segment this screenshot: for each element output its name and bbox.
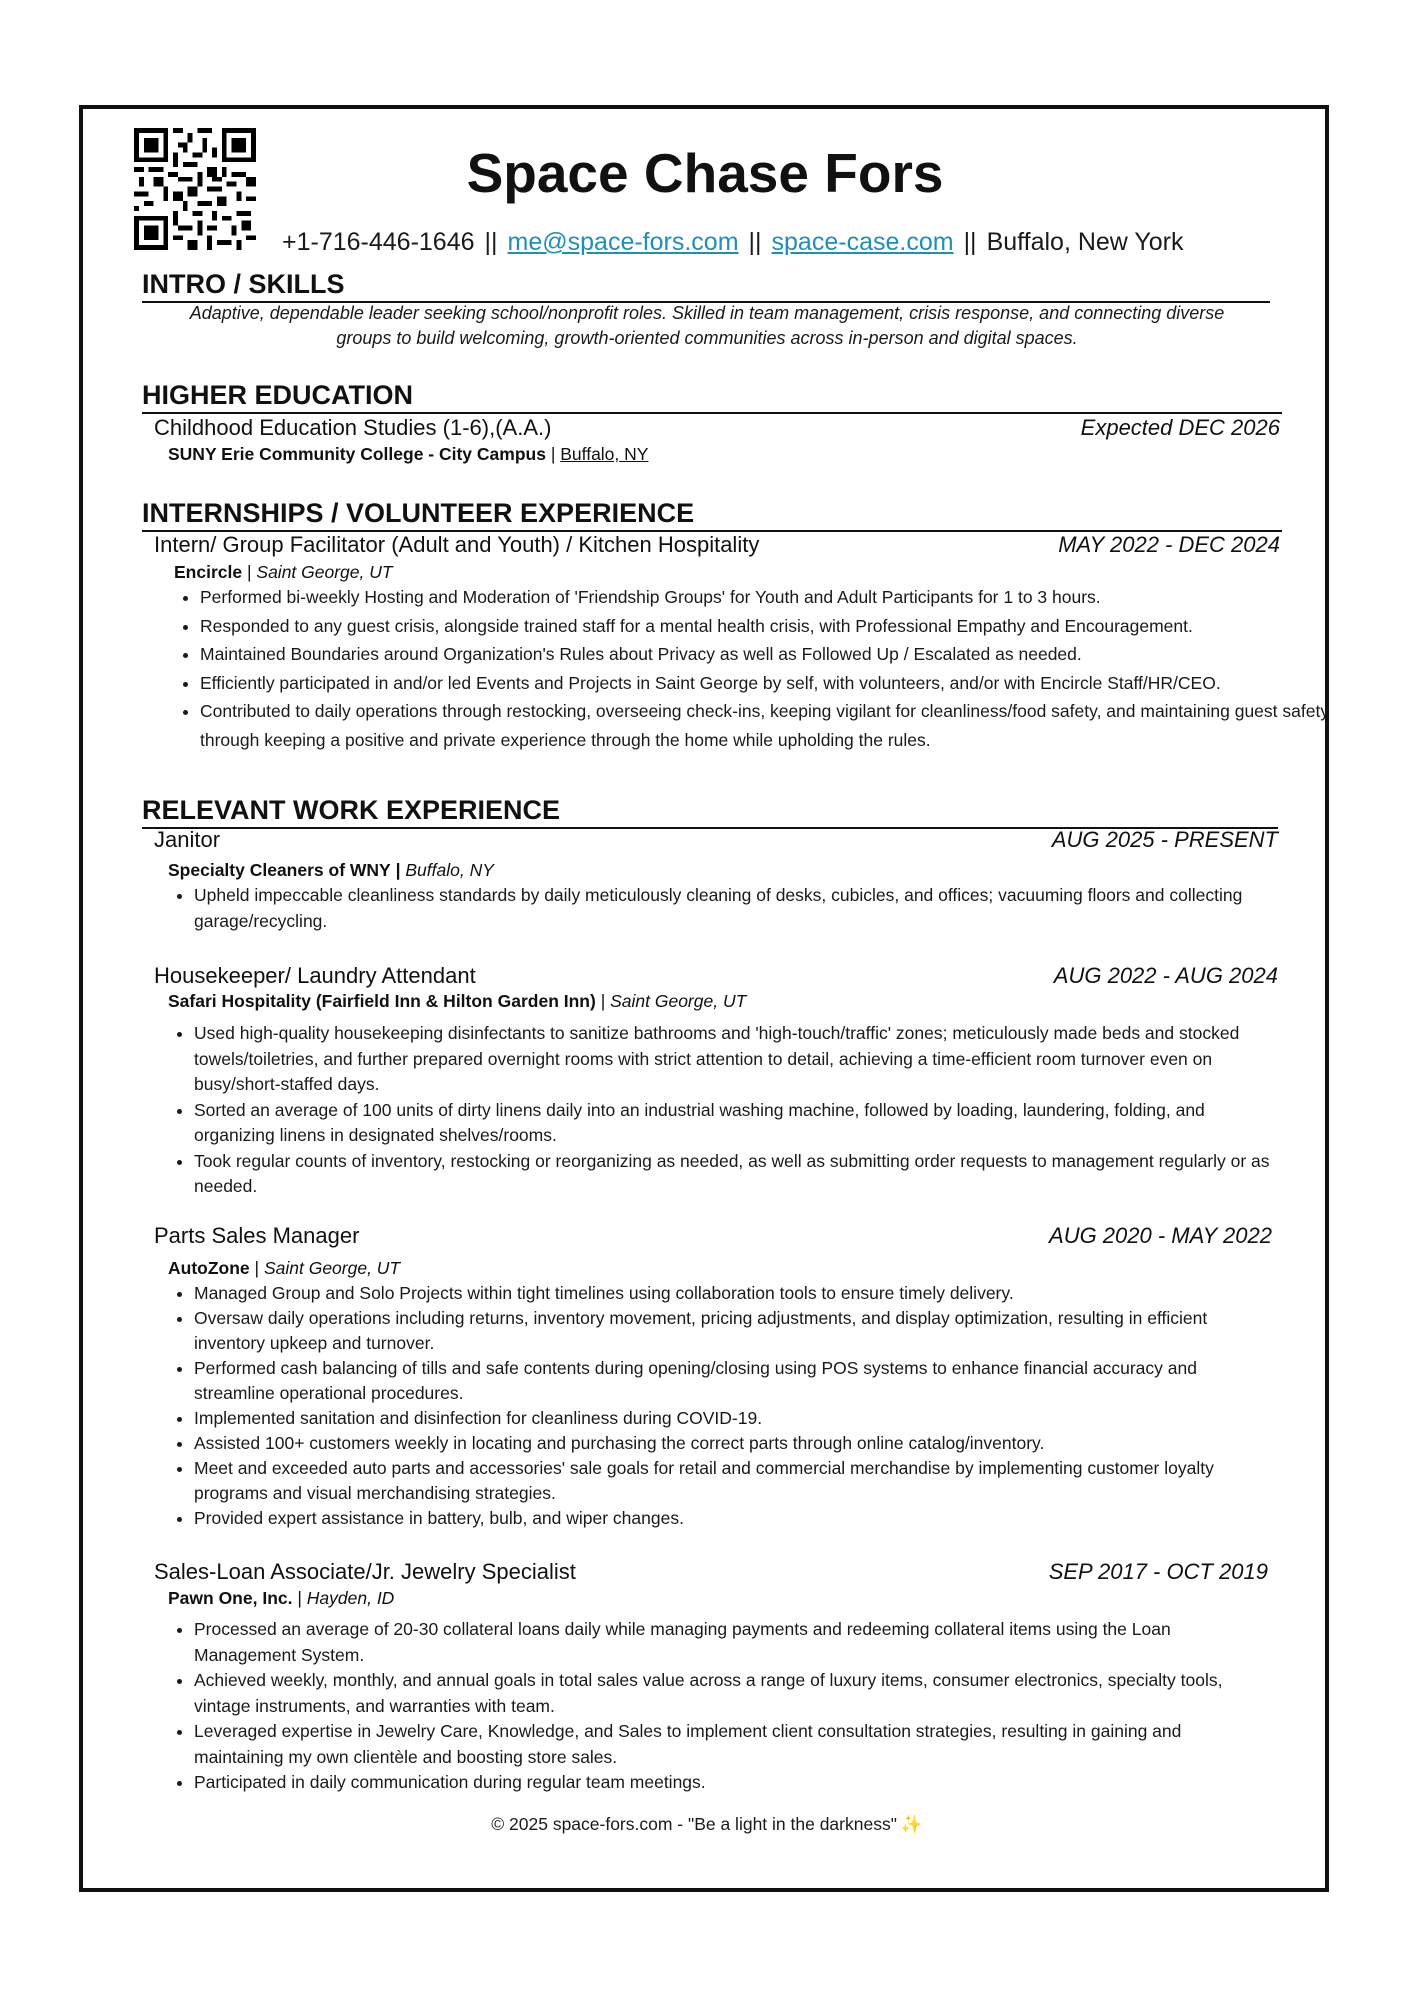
website-link[interactable]: space-case.com: [771, 228, 954, 256]
contact-line: [282, 225, 1183, 259]
section-heading-intro: INTRO / SKILLS: [142, 268, 1270, 303]
job-date: AUG 2020 - MAY 2022: [1049, 1223, 1272, 1248]
phone-number: +1-716-446-1646: [282, 228, 475, 256]
degree-title: Childhood Education Studies (1-6),(A.A.): [154, 415, 552, 440]
job-org-line: [168, 1587, 394, 1610]
org-name: Encircle: [174, 562, 243, 582]
org-location: Buffalo, NY: [405, 860, 494, 880]
section-heading-internships: INTERNSHIPS / VOLUNTEER EXPERIENCE: [142, 497, 1282, 532]
email-link[interactable]: me@space-fors.com: [507, 228, 739, 256]
job-date: AUG 2022 - AUG 2024: [1053, 963, 1278, 988]
list-item: • Oversaw daily operations including returns, inventory movement, pricing adjustments, and display optimization, resulting in efficient inventory upkeep and turnover.: [194, 1306, 1274, 1356]
list-item: • Used high-quality housekeeping disinfectants to sanitize bathrooms and 'high-touch/traffic' zones; meticulously made beds and stocked towels/toiletries, and further prepared overnight rooms with strict attention to detail, achieving a time-efficient room turnover even on busy/short-staffed days.: [194, 1021, 1274, 1098]
job-date: AUG 2025 - PRESENT: [1051, 827, 1278, 852]
school-name: SUNY Erie Community College - City Campus: [168, 444, 546, 464]
org-name: Safari Hospitality (Fairfield Inn & Hilton Garden Inn): [168, 991, 596, 1011]
job-bullets: [154, 883, 1274, 934]
list-item: • Leveraged expertise in Jewelry Care, Knowledge, and Sales to implement client consultation strategies, resulting in gaining and maintaining my own clientèle and boosting store sales.: [194, 1719, 1274, 1770]
list-item: • Assisted 100+ customers weekly in locating and purchasing the correct parts through online catalog/inventory.: [194, 1431, 1274, 1456]
divider: |: [297, 1588, 302, 1608]
list-item: • Performed cash balancing of tills and safe contents during opening/closing using POS systems to enhance financial accuracy and streamline operational procedures.: [194, 1356, 1274, 1406]
list-item: • Upheld impeccable cleanliness standards by daily meticulously cleaning of desks, cubicles, and offices; vacuuming floors and collecting garage/recycling.: [194, 883, 1274, 934]
divider: |: [254, 1258, 260, 1278]
org-location: Hayden, ID: [306, 1588, 395, 1608]
qr-code: [134, 128, 256, 250]
section-heading-education: HIGHER EDUCATION: [142, 379, 1282, 414]
candidate-name: Space Chase Fors: [466, 142, 944, 204]
list-item: • Maintained Boundaries around Organization's Rules about Privacy as well as Followed Up / Escalated as needed.: [200, 640, 1350, 669]
list-item: • Contributed to daily operations through restocking, overseeing check-ins, keeping vigilant for cleanliness/food safety, and maintaining guest safety through keeping a positive and private experience through the home while upholding the rules.: [200, 697, 1350, 754]
list-item: • Implemented sanitation and disinfection for cleanliness during COVID-19.: [194, 1406, 1274, 1431]
org-name: Specialty Cleaners of WNY: [168, 860, 391, 880]
list-item: • Responded to any guest crisis, alongside trained staff for a mental health crisis, with Professional Empathy and Encouragement.: [200, 612, 1350, 641]
intro-summary: Adaptive, dependable leader seeking school/nonprofit roles. Skilled in team management, crisis response, and connecting diverse groups to build welcoming, growth-oriented communities across in-person and digital spaces.: [189, 303, 1225, 348]
list-item: • Sorted an average of 100 units of dirty linens daily into an industrial washing machine, followed by loading, laundering, folding, and organizing linens in designated shelves/rooms.: [194, 1098, 1274, 1149]
list-item: • Efficiently participated in and/or led Events and Projects in Saint George by self, with volunteers, and/or with Encircle Staff/HR/CEO.: [200, 669, 1350, 698]
list-item: • Performed bi-weekly Hosting and Moderation of 'Friendship Groups' for Youth and Adult Participants for 1 to 3 hours.: [200, 583, 1350, 612]
job-role: Janitor: [154, 827, 221, 852]
org-name: Pawn One, Inc.: [168, 1588, 293, 1608]
section-heading-work: RELEVANT WORK EXPERIENCE: [142, 794, 1278, 829]
education-date: Expected DEC 2026: [1080, 415, 1280, 440]
job-org-line: [168, 859, 494, 882]
internship-bullets: [160, 583, 1350, 754]
separator: ||: [963, 228, 977, 256]
divider: |: [550, 444, 556, 464]
org-location: Saint George, UT: [256, 562, 393, 582]
internship-org-line: [174, 561, 393, 584]
job-date: SEP 2017 - OCT 2019: [1048, 1559, 1268, 1584]
job-bullets: [154, 1021, 1274, 1200]
location: Buffalo, New York: [986, 228, 1184, 256]
org-name: AutoZone: [168, 1258, 250, 1278]
school-line: [168, 443, 648, 466]
divider: |: [246, 562, 252, 582]
divider: |: [395, 860, 401, 880]
job-role: Sales-Loan Associate/Jr. Jewelry Specialist: [154, 1559, 576, 1584]
separator: ||: [748, 228, 762, 256]
job-role: Parts Sales Manager: [154, 1223, 360, 1248]
list-item: • Meet and exceeded auto parts and accessories' sale goals for retail and commercial merchandise by implementing customer loyalty programs and visual merchandising strategies.: [194, 1456, 1274, 1506]
list-item: • Achieved weekly, monthly, and annual goals in total sales value across a range of luxury items, consumer electronics, specialty tools, vintage instruments, and warranties with team.: [194, 1668, 1274, 1719]
job-org-line: [168, 1257, 400, 1280]
list-item: • Processed an average of 20-30 collateral loans daily while managing payments and redeeming collateral items using the Loan Management System.: [194, 1617, 1274, 1668]
sparkle-icon: ✨: [900, 1814, 923, 1834]
list-item: • Provided expert assistance in battery, bulb, and wiper changes.: [194, 1506, 1274, 1531]
separator: ||: [484, 228, 498, 256]
list-item: • Managed Group and Solo Projects within tight timelines using collaboration tools to ensure timely delivery.: [194, 1281, 1274, 1306]
divider: |: [600, 991, 606, 1011]
org-location: Saint George, UT: [610, 991, 747, 1011]
job-org-line: [168, 990, 746, 1013]
school-location: Buffalo, NY: [560, 444, 649, 464]
footer-text: © 2025 space-fors.com - "Be a light in the darkness": [491, 1814, 897, 1834]
job-bullets: [154, 1617, 1274, 1796]
org-location: Saint George, UT: [263, 1258, 401, 1278]
footer: [0, 1812, 1414, 1836]
list-item: • Participated in daily communication during regular team meetings.: [194, 1770, 1274, 1796]
internship-role: Intern/ Group Facilitator (Adult and Youth) / Kitchen Hospitality: [154, 532, 760, 557]
list-item: • Took regular counts of inventory, restocking or reorganizing as needed, as well as submitting order requests to management regularly or as needed.: [194, 1149, 1274, 1200]
job-bullets: [154, 1281, 1274, 1531]
internship-date: MAY 2022 - DEC 2024: [1058, 532, 1280, 557]
job-role: Housekeeper/ Laundry Attendant: [154, 963, 476, 988]
